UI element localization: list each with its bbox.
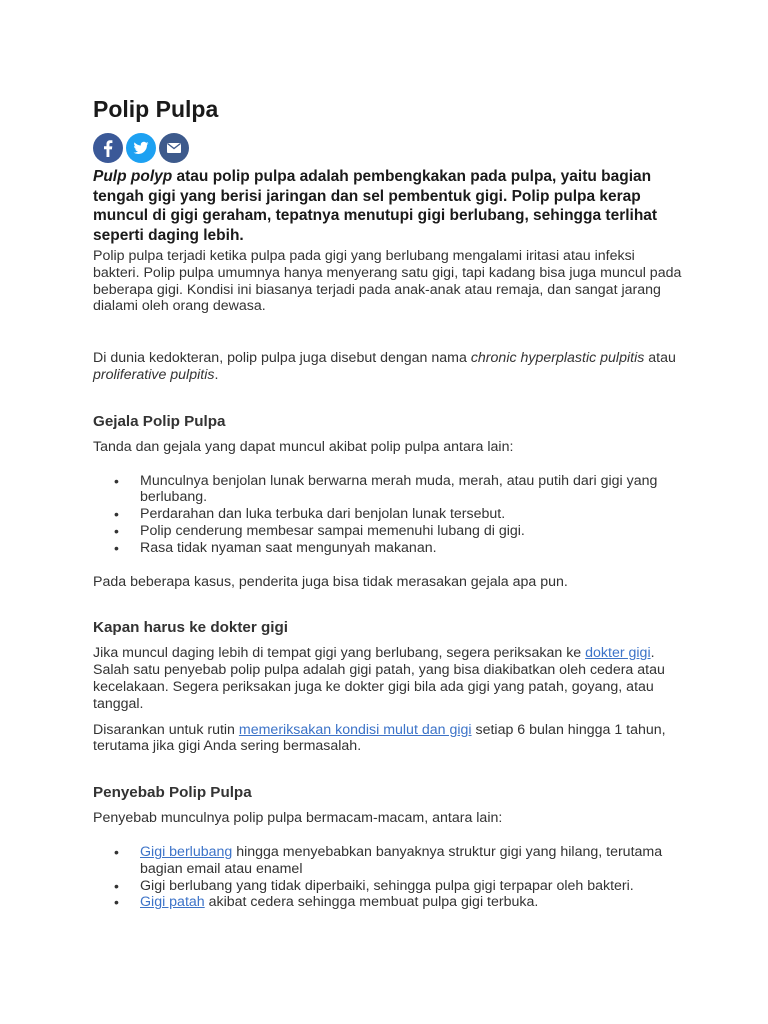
when-dentist-paragraph-1: Jika muncul daging lebih di tempat gigi yang berlubang, segera periksakan ke dokter gigi. Salah satu penyebab polip pulpa adalah gigi patah, yang bisa diakibatkan oleh cedera atau kecelakaan. Segera periksakan juga ke dokter gigi bila ada gigi yang patah, goyang, atau tanggal. (93, 645, 665, 712)
list-item: • Rasa tidak nyaman saat mengunyah makanan. (93, 540, 683, 557)
when-dentist-heading: Kapan harus ke dokter gigi (93, 619, 288, 637)
causes-intro: Penyebab munculnya polip pulpa bermacam-macam, antara lain: (93, 810, 503, 827)
lead-paragraph (93, 167, 683, 245)
dokter-gigi-link[interactable]: dokter gigi (585, 645, 651, 662)
list-item: • Polip cenderung membesar sampai memenuhi lubang di gigi. (93, 523, 683, 540)
list-item: • Gigi berlubang hingga menyebabkan banyaknya struktur gigi yang hilang, terutama bagian email atau enamel (93, 844, 683, 878)
gigi-berlubang-link[interactable]: Gigi berlubang (140, 843, 233, 860)
symptoms-intro: Tanda dan gejala yang dapat muncul akibat polip pulpa antara lain: (93, 438, 514, 455)
symptoms-list (93, 473, 683, 557)
symptoms-note: Pada beberapa kasus, penderita juga bisa tidak merasakan gejala apa pun. (93, 573, 568, 590)
facebook-icon (93, 133, 123, 163)
medical-names-paragraph: Di dunia kedokteran, polip pulpa juga disebut dengan nama chronic hyperplastic pulpitis atau proliferative pulpitis. (93, 350, 676, 383)
email-icon (159, 133, 189, 163)
facebook-share-button[interactable] (93, 133, 123, 163)
lead-text: atau polip pulpa adalah pembengkakan pada pulpa, yaitu bagian tengah gigi yang berisi jaringan dan sel pembentuk gigi. Polip pulpa kerap muncul di gigi geraham, tepatnya menutupi gigi berlubang, sehingga terlihat seperti daging lebih. (93, 168, 658, 244)
term-proliferative: proliferative pulpitis (93, 366, 215, 383)
twitter-share-button[interactable] (126, 133, 156, 163)
gigi-patah-link[interactable]: Gigi patah (140, 894, 205, 911)
list-item: • Munculnya benjolan lunak berwarna merah muda, merah, atau putih dari gigi yang berlubang. (93, 473, 683, 507)
list-item: • Perdarahan dan luka terbuka dari benjolan lunak tersebut. (93, 506, 683, 523)
lead-term: Pulp polyp (93, 168, 173, 185)
twitter-icon (126, 133, 156, 163)
intro-paragraph: Polip pulpa terjadi ketika pulpa pada gigi yang berlubang mengalami iritasi atau infeksi bakteri. Polip pulpa umumnya hanya menyerang satu gigi, tapi kadang bisa juga muncul pada beberapa gigi. Kondisi ini biasanya terjadi pada anak-anak atau remaja, dan sangat jarang dialami oleh orang dewasa. (93, 248, 682, 315)
causes-heading: Penyebab Polip Pulpa (93, 784, 252, 802)
when-dentist-paragraph-2: Disarankan untuk rutin memeriksakan kondisi mulut dan gigi setiap 6 bulan hingga 1 tahun, terutama jika gigi Anda sering bermasalah. (93, 721, 666, 755)
article (93, 95, 683, 911)
list-item: • Gigi berlubang yang tidak diperbaiki, sehingga pulpa gigi terpapar oleh bakteri. (93, 878, 683, 895)
share-buttons (93, 133, 683, 163)
symptoms-heading: Gejala Polip Pulpa (93, 412, 226, 430)
email-share-button[interactable] (159, 133, 189, 163)
check-mouth-teeth-link[interactable]: memeriksakan kondisi mulut dan gigi (238, 721, 472, 738)
term-chronic-hyperplastic: chronic hyperplastic pulpitis (470, 350, 645, 367)
causes-list (93, 844, 683, 911)
page-title: Polip Pulpa (93, 96, 219, 122)
list-item: • Gigi patah akibat cedera sehingga membuat pulpa gigi terbuka. (93, 894, 683, 911)
